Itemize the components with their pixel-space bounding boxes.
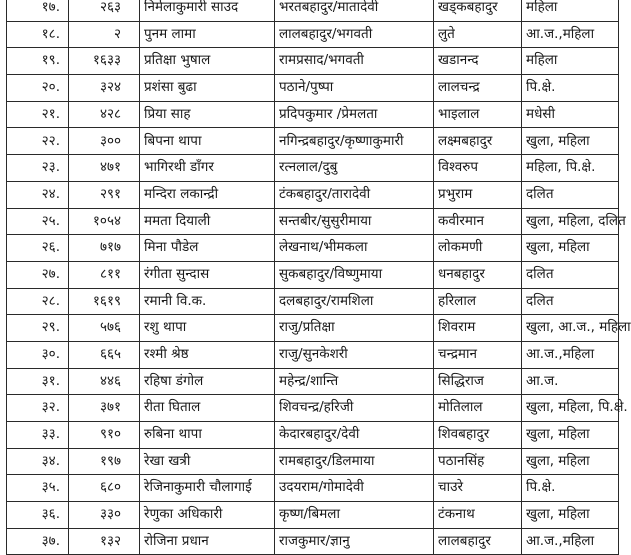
category-cell: खुला, महिला [522, 128, 619, 155]
category-cell: खुला, महिला, पि.क्षे. [522, 395, 619, 422]
roll-number-cell: ७१७ [69, 235, 140, 262]
roll-number-cell: १३२ [69, 528, 140, 555]
grandfather-name-cell: लालबहादुर [434, 528, 522, 555]
serial-number-cell: २२. [7, 128, 69, 155]
category-cell: महिला [522, 48, 619, 75]
candidate-name-cell: निर्मलाकुमारी साउद [140, 0, 275, 21]
parents-name-cell: नगिन्द्रबहादुर/कृष्णाकुमारी [275, 128, 434, 155]
candidate-name-cell: मन्दिरा लकान्द्री [140, 181, 275, 208]
category-cell: दलित [522, 288, 619, 315]
table-row [7, 128, 619, 155]
candidate-name-cell: प्रतिक्षा भुषाल [140, 48, 275, 75]
parents-name-cell: शिवचन्द्र/हरिजी [275, 395, 434, 422]
table-row [7, 448, 619, 475]
candidate-name-cell: मिना पौडेल [140, 235, 275, 262]
grandfather-name-cell: कवीरमान [434, 208, 522, 235]
grandfather-name-cell: लालचन्द्र [434, 75, 522, 102]
table-row [7, 368, 619, 395]
grandfather-name-cell: शिवबहादुर [434, 422, 522, 449]
category-cell: आ.ज.,महिला [522, 528, 619, 555]
parents-name-cell: लालबहादुर/भगवती [275, 21, 434, 48]
candidate-name-cell: प्रिया साह [140, 101, 275, 128]
serial-number-cell: २९. [7, 315, 69, 342]
candidate-name-cell: पुनम लामा [140, 21, 275, 48]
parents-name-cell: लेखनाथ/भीमकला [275, 235, 434, 262]
table-row [7, 48, 619, 75]
roll-number-cell: २६३ [69, 0, 140, 21]
roll-number-cell: १६३३ [69, 48, 140, 75]
table-row [7, 0, 619, 21]
roll-number-cell: १९७ [69, 448, 140, 475]
roll-number-cell: ३२४ [69, 75, 140, 102]
parents-name-cell: राजु/प्रतिक्षा [275, 315, 434, 342]
serial-number-cell: २६. [7, 235, 69, 262]
parents-name-cell: राजकुमार/ज्ञानु [275, 528, 434, 555]
serial-number-cell: २०. [7, 75, 69, 102]
candidate-name-cell: ममता दियाली [140, 208, 275, 235]
grandfather-name-cell: लोकमणी [434, 235, 522, 262]
roll-number-cell: ३३० [69, 502, 140, 529]
roll-number-cell: ६८० [69, 475, 140, 502]
roll-number-cell: २९१ [69, 181, 140, 208]
category-cell: आ.ज.,महिला [522, 21, 619, 48]
parents-name-cell: टंकबहादुर/तारादेवी [275, 181, 434, 208]
parents-name-cell: महेन्द्र/शान्ति [275, 368, 434, 395]
candidate-name-cell: रश्मी श्रेष्ठ [140, 341, 275, 368]
serial-number-cell: ३५. [7, 475, 69, 502]
table-row [7, 288, 619, 315]
parents-name-cell: प्रदिपकुमार /प्रेमलता [275, 101, 434, 128]
table-row [7, 341, 619, 368]
candidate-name-cell: रहिषा डंगोल [140, 368, 275, 395]
table-row [7, 475, 619, 502]
parents-name-cell: दलबहादुर/रामशिला [275, 288, 434, 315]
serial-number-cell: ३२. [7, 395, 69, 422]
parents-name-cell: रामप्रसाद/भगवती [275, 48, 434, 75]
candidate-name-cell: रंगीता सुन्दास [140, 261, 275, 288]
parents-name-cell: कृष्ण/बिमला [275, 502, 434, 529]
serial-number-cell: २४. [7, 181, 69, 208]
candidate-name-cell: रेजिनाकुमारी चौलागाई [140, 475, 275, 502]
roll-number-cell: ६६५ [69, 341, 140, 368]
roll-number-cell: १०५४ [69, 208, 140, 235]
candidate-name-cell: रेणुका अधिकारी [140, 502, 275, 529]
serial-number-cell: १८. [7, 21, 69, 48]
category-cell: खुला, महिला, दलित [522, 208, 619, 235]
grandfather-name-cell: लुते [434, 21, 522, 48]
serial-number-cell: ३३. [7, 422, 69, 449]
category-cell: आ.ज.,महिला [522, 341, 619, 368]
grandfather-name-cell: मोतिलाल [434, 395, 522, 422]
serial-number-cell: २३. [7, 155, 69, 182]
serial-number-cell: १९. [7, 48, 69, 75]
grandfather-name-cell: चाउरे [434, 475, 522, 502]
category-cell: आ.ज. [522, 368, 619, 395]
grandfather-name-cell: धनबहादुर [434, 261, 522, 288]
parents-name-cell: सुकबहादुर/विष्णुमाया [275, 261, 434, 288]
category-cell: खुला, महिला [522, 502, 619, 529]
roll-number-cell: ५७६ [69, 315, 140, 342]
candidate-name-cell: बिपना थापा [140, 128, 275, 155]
category-cell: मधेसी [522, 101, 619, 128]
parents-name-cell: सन्तबीर/सुसुरीमाया [275, 208, 434, 235]
table-row [7, 208, 619, 235]
table-row [7, 235, 619, 262]
serial-number-cell: २७. [7, 261, 69, 288]
serial-number-cell: ३०. [7, 341, 69, 368]
parents-name-cell: भरतबहादुर/मातादेवी [275, 0, 434, 21]
table-row [7, 155, 619, 182]
serial-number-cell: २१. [7, 101, 69, 128]
table-row [7, 261, 619, 288]
parents-name-cell: उदयराम/गोमादेवी [275, 475, 434, 502]
category-cell: खुला, आ.ज., महिला [522, 315, 619, 342]
roll-number-cell: ३०० [69, 128, 140, 155]
table-row [7, 315, 619, 342]
table-row [7, 502, 619, 529]
grandfather-name-cell: सिद्धिराज [434, 368, 522, 395]
category-cell: दलित [522, 181, 619, 208]
results-table-body [7, 0, 631, 555]
grandfather-name-cell: लक्ष्मबहादुर [434, 128, 522, 155]
table-row [7, 75, 619, 102]
roll-number-cell: ४७१ [69, 155, 140, 182]
serial-number-cell: २५. [7, 208, 69, 235]
parents-name-cell: राजु/सुनकेशरी [275, 341, 434, 368]
table-row [7, 21, 619, 48]
grandfather-name-cell: शिवराम [434, 315, 522, 342]
roll-number-cell: १६१९ [69, 288, 140, 315]
grandfather-name-cell: हरिलाल [434, 288, 522, 315]
roll-number-cell: ८११ [69, 261, 140, 288]
category-cell: पि.क्षे. [522, 475, 619, 502]
serial-number-cell: ३१. [7, 368, 69, 395]
serial-number-cell: ३६. [7, 502, 69, 529]
serial-number-cell: १७. [7, 0, 69, 21]
candidate-name-cell: रमानी वि.क. [140, 288, 275, 315]
parents-name-cell: रामबहादुर/डिलमाया [275, 448, 434, 475]
grandfather-name-cell: खड्कबहादुर [434, 0, 522, 21]
results-table [6, 0, 631, 555]
candidate-name-cell: प्रशंसा बुढा [140, 75, 275, 102]
candidate-name-cell: रोजिना प्रधान [140, 528, 275, 555]
table-row [7, 181, 619, 208]
category-cell: खुला, महिला [522, 422, 619, 449]
category-cell: महिला, पि.क्षे. [522, 155, 619, 182]
table-row [7, 395, 619, 422]
candidate-name-cell: भागिरथी डाँगर [140, 155, 275, 182]
grandfather-name-cell: प्रभुराम [434, 181, 522, 208]
roll-number-cell: ३७१ [69, 395, 140, 422]
category-cell: महिला [522, 0, 619, 21]
grandfather-name-cell: विश्वरुप [434, 155, 522, 182]
roll-number-cell: ४४६ [69, 368, 140, 395]
category-cell: दलित [522, 261, 619, 288]
serial-number-cell: ३७. [7, 528, 69, 555]
category-cell: खुला, महिला [522, 448, 619, 475]
table-row [7, 528, 619, 555]
table-row [7, 422, 619, 449]
grandfather-name-cell: पठानसिंह [434, 448, 522, 475]
serial-number-cell: ३४. [7, 448, 69, 475]
category-cell: पि.क्षे. [522, 75, 619, 102]
category-cell: खुला, महिला [522, 235, 619, 262]
grandfather-name-cell: खडानन्द [434, 48, 522, 75]
serial-number-cell: २८. [7, 288, 69, 315]
grandfather-name-cell: भाइलाल [434, 101, 522, 128]
parents-name-cell: रत्नलाल/दुबु [275, 155, 434, 182]
roll-number-cell: २ [69, 21, 140, 48]
table-row [7, 101, 619, 128]
candidate-name-cell: रेखा खत्री [140, 448, 275, 475]
candidate-name-cell: रुबिना थापा [140, 422, 275, 449]
parents-name-cell: पठाने/पुष्पा [275, 75, 434, 102]
candidate-name-cell: रीता घिताल [140, 395, 275, 422]
candidate-name-cell: रशु थापा [140, 315, 275, 342]
grandfather-name-cell: चन्द्रमान [434, 341, 522, 368]
parents-name-cell: केदारबहादुर/देवी [275, 422, 434, 449]
roll-number-cell: ४२८ [69, 101, 140, 128]
roll-number-cell: ९१० [69, 422, 140, 449]
grandfather-name-cell: टंकनाथ [434, 502, 522, 529]
